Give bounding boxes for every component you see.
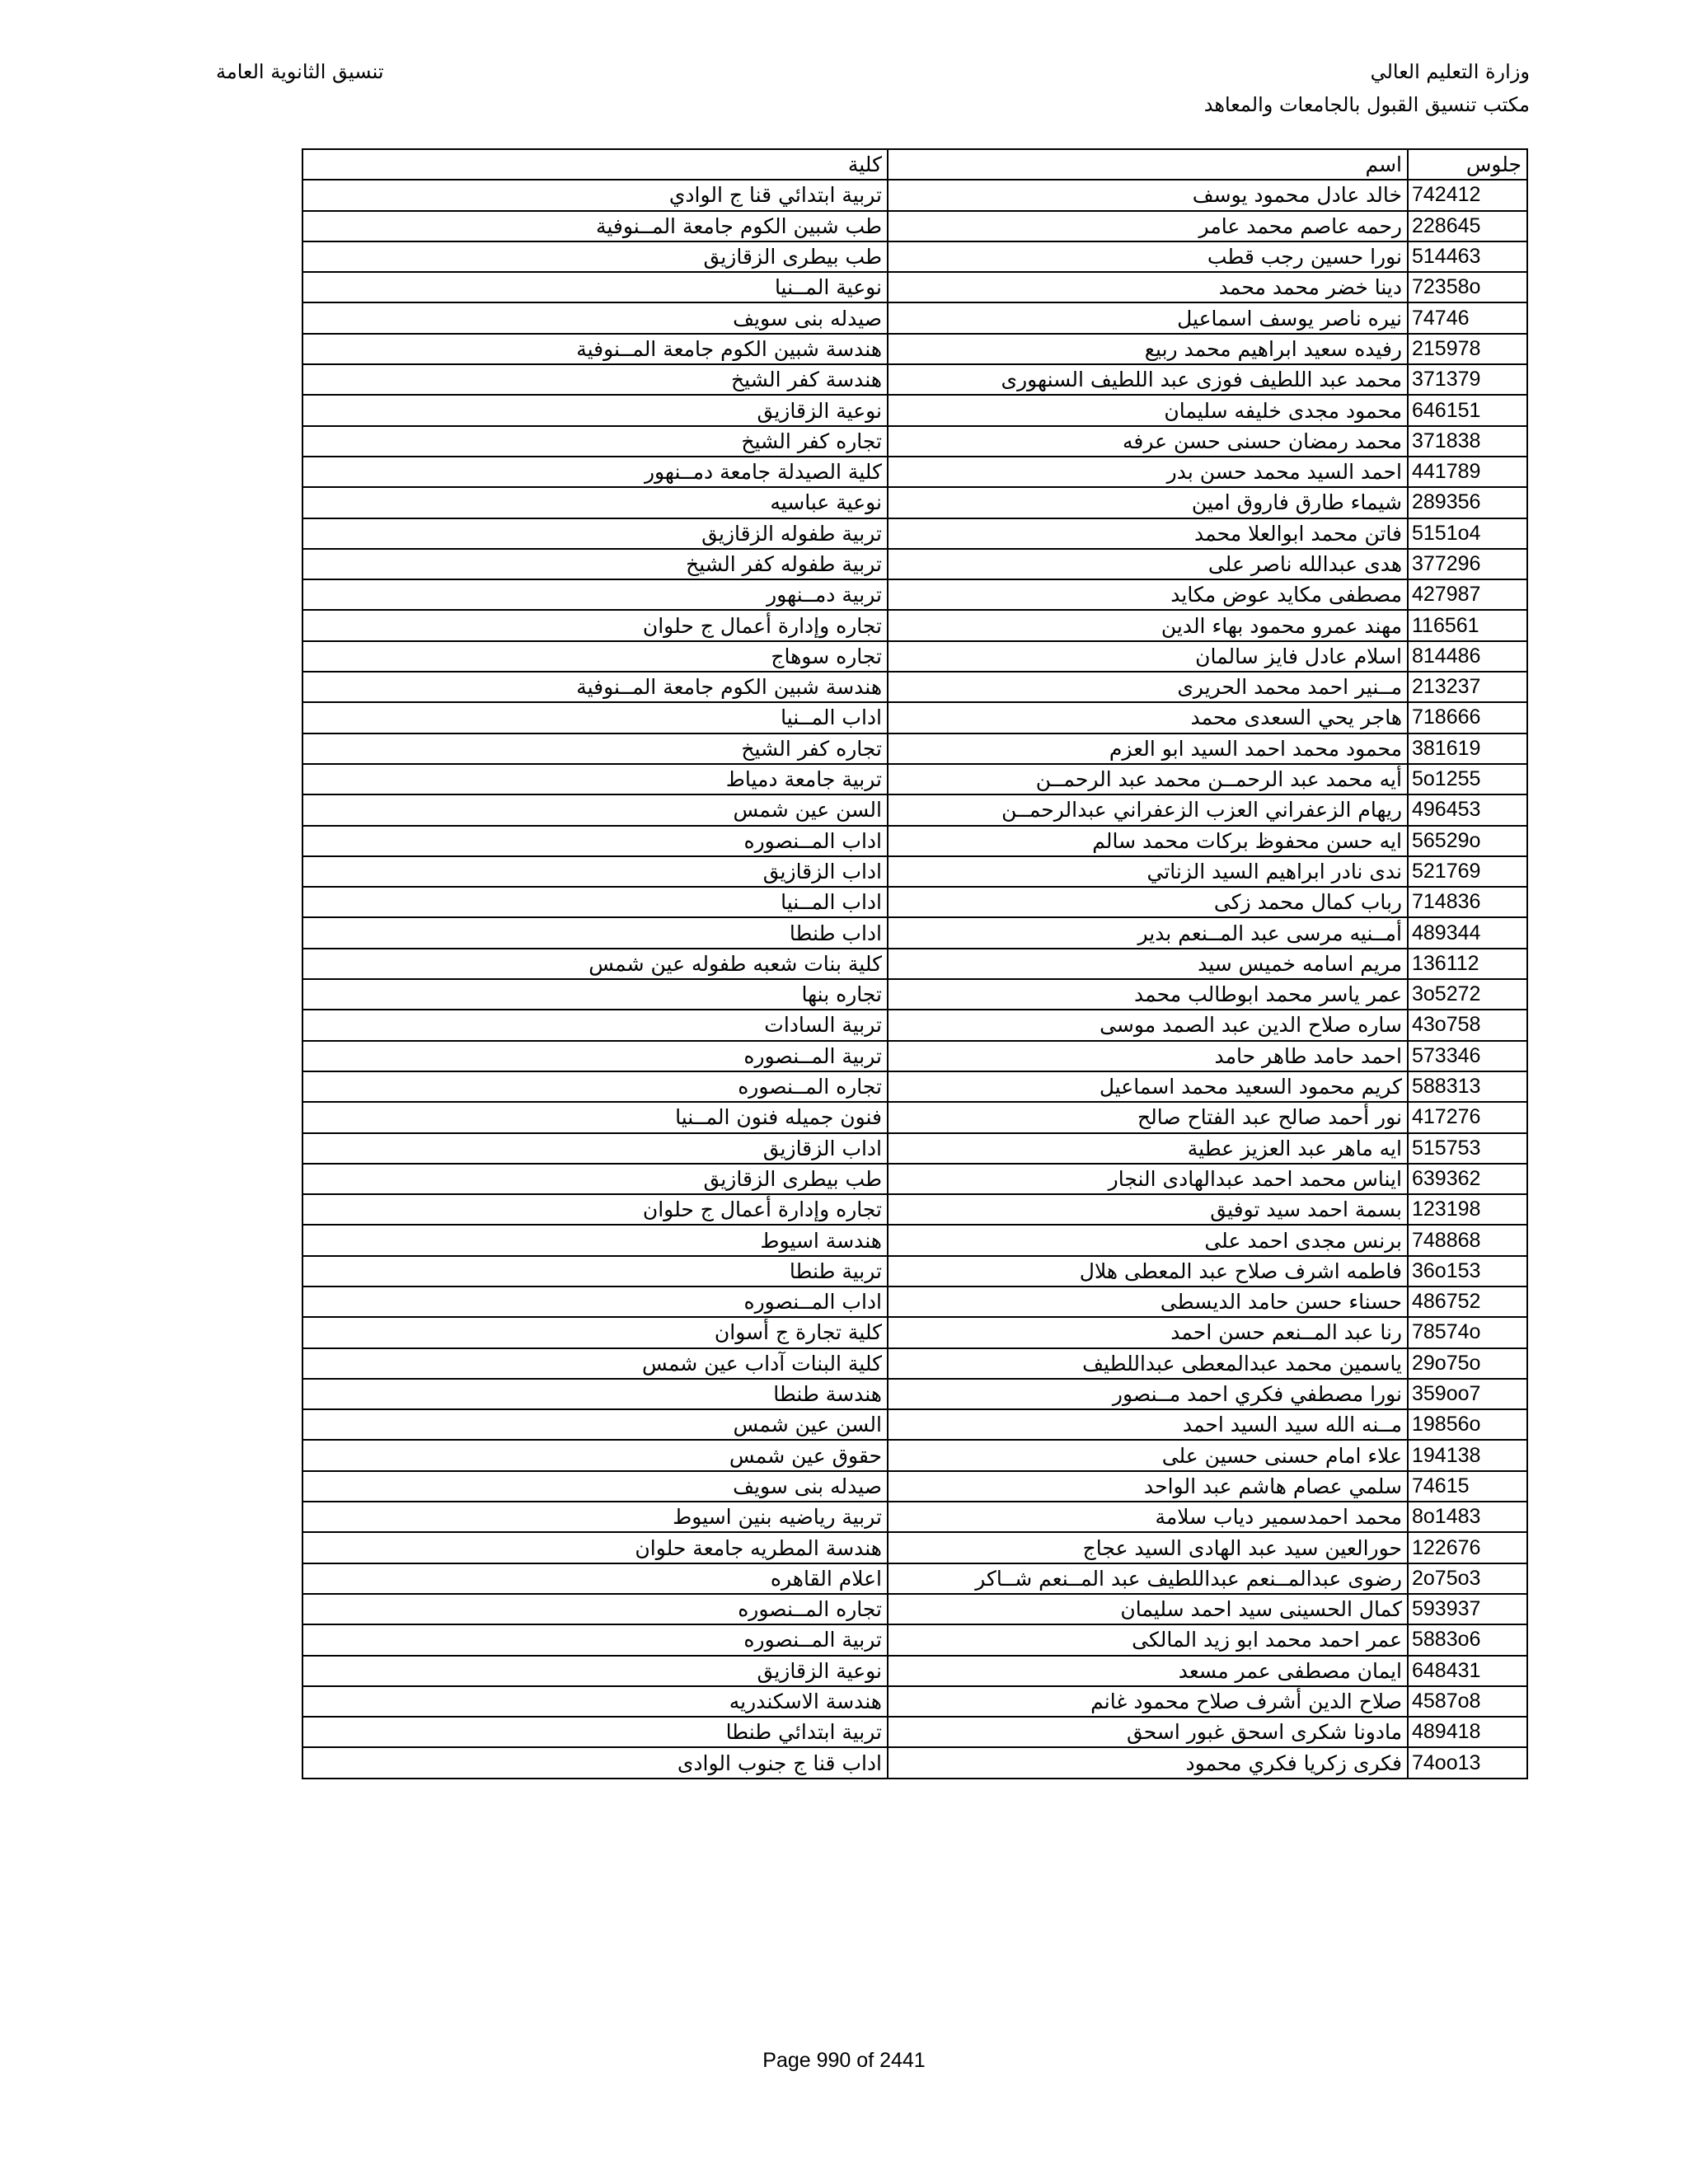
student-name-cell: محمد احمدسمير دياب سلامة	[888, 1502, 1408, 1532]
student-name-cell: خالد عادل محمود يوسف	[888, 180, 1408, 210]
seat-number-cell: 648431	[1408, 1656, 1527, 1686]
table-row	[302, 1010, 1527, 1040]
table-row	[302, 395, 1527, 425]
faculty-cell: اداب الزقازيق	[302, 856, 888, 887]
faculty-cell: صيدله بنى سويف	[302, 1471, 888, 1502]
seat-number-cell: 4587o8	[1408, 1686, 1527, 1717]
faculty-cell: تجاره كفر الشيخ	[302, 733, 888, 764]
student-name-cell: محمد رمضان حسنى حسن عرفه	[888, 426, 1408, 457]
table-row	[302, 887, 1527, 917]
table-row	[302, 1133, 1527, 1164]
student-name-cell: احمد السيد محمد حسن بدر	[888, 457, 1408, 487]
student-name-cell: نورا حسين رجب قطب	[888, 241, 1408, 272]
student-name-cell: ايه حسن محفوظ بركات محمد سالم	[888, 826, 1408, 856]
seat-number-cell: 639362	[1408, 1164, 1527, 1194]
seat-number-cell: 72358o	[1408, 272, 1527, 302]
seat-number-cell: 371379	[1408, 364, 1527, 395]
faculty-cell: تجاره المــنصوره	[302, 1594, 888, 1624]
student-name-cell: رباب كمال محمد زكى	[888, 887, 1408, 917]
seat-number-cell: 489418	[1408, 1717, 1527, 1747]
faculty-cell: هندسة اسيوط	[302, 1225, 888, 1255]
results-table	[302, 148, 1528, 1779]
seat-number-cell: 215978	[1408, 334, 1527, 364]
seat-number-cell: 588313	[1408, 1071, 1527, 1102]
faculty-cell: هندسة شبين الكوم جامعة المــنوفية	[302, 672, 888, 702]
faculty-cell: حقوق عين شمس	[302, 1440, 888, 1470]
student-name-cell: بسمة احمد سيد توفيق	[888, 1194, 1408, 1225]
seat-number-cell: 593937	[1408, 1594, 1527, 1624]
table-row	[302, 211, 1527, 241]
table-row	[302, 641, 1527, 672]
table-row	[302, 1409, 1527, 1440]
table-row	[302, 826, 1527, 856]
faculty-cell: تربية جامعة دمياط	[302, 764, 888, 794]
student-name-cell: محمود محمد احمد السيد ابو العزم	[888, 733, 1408, 764]
seat-number-cell: 123198	[1408, 1194, 1527, 1225]
faculty-cell: تربية السادات	[302, 1010, 888, 1040]
table-row	[302, 672, 1527, 702]
seat-number-cell: 441789	[1408, 457, 1527, 487]
seat-number-cell: 742412	[1408, 180, 1527, 210]
column-header-name: اسم	[888, 149, 1408, 180]
faculty-cell: السن عين شمس	[302, 1409, 888, 1440]
seat-number-cell: 78574o	[1408, 1317, 1527, 1347]
seat-number-cell: 359oo7	[1408, 1379, 1527, 1409]
faculty-cell: كلية البنات آداب عين شمس	[302, 1348, 888, 1379]
table-row	[302, 334, 1527, 364]
faculty-cell: هندسة شبين الكوم جامعة المــنوفية	[302, 334, 888, 364]
seat-number-cell: 573346	[1408, 1041, 1527, 1071]
faculty-cell: تربية دمــنهور	[302, 579, 888, 610]
student-name-cell: عمر ياسر محمد ابوطالب محمد	[888, 979, 1408, 1010]
faculty-cell: نوعية الزقازيق	[302, 1656, 888, 1686]
table-row	[302, 272, 1527, 302]
seat-number-cell: 521769	[1408, 856, 1527, 887]
table-row	[302, 1225, 1527, 1255]
column-header-seat: جلوس	[1408, 149, 1527, 180]
student-name-cell: ايمان مصطفى عمر مسعد	[888, 1656, 1408, 1686]
student-name-cell: حورالعين سيد عبد الهادى السيد عجاج	[888, 1532, 1408, 1563]
student-name-cell: كمال الحسينى سيد احمد سليمان	[888, 1594, 1408, 1624]
seat-number-cell: 427987	[1408, 579, 1527, 610]
table-row	[302, 180, 1527, 210]
ministry-name: وزارة التعليم العالي	[1370, 60, 1530, 83]
faculty-cell: تربية رياضيه بنين اسيوط	[302, 1502, 888, 1532]
faculty-cell: تربية المــنصوره	[302, 1041, 888, 1071]
table-row	[302, 241, 1527, 272]
seat-number-cell: 56529o	[1408, 826, 1527, 856]
table-row	[302, 1502, 1527, 1532]
page-number: Page 990 of 2441	[762, 2049, 926, 2072]
table-row	[302, 1532, 1527, 1563]
seat-number-cell: 5o1255	[1408, 764, 1527, 794]
student-name-cell: ريهام الزعفراني العزب الزعفراني عبدالرحمــن	[888, 794, 1408, 825]
seat-number-cell: 289356	[1408, 487, 1527, 518]
seat-number-cell: 5883o6	[1408, 1624, 1527, 1655]
table-row	[302, 1102, 1527, 1132]
faculty-cell: اعلام القاهره	[302, 1563, 888, 1594]
seat-number-cell: 646151	[1408, 395, 1527, 425]
student-name-cell: مريم اسامه خميس سيد	[888, 949, 1408, 979]
student-name-cell: كريم محمود السعيد محمد اسماعيل	[888, 1071, 1408, 1102]
table-row	[302, 856, 1527, 887]
table-row	[302, 1041, 1527, 1071]
student-name-cell: فاتن محمد ابوالعلا محمد	[888, 518, 1408, 549]
faculty-cell: كلية تجارة ج أسوان	[302, 1317, 888, 1347]
table-row	[302, 794, 1527, 825]
office-name: مكتب تنسيق القبول بالجامعات والمعاهد	[1203, 93, 1530, 116]
table-row	[302, 1164, 1527, 1194]
table-row	[302, 1471, 1527, 1502]
seat-number-cell: 136112	[1408, 949, 1527, 979]
student-name-cell: احمد حامد طاهر حامد	[888, 1041, 1408, 1071]
seat-number-cell: 377296	[1408, 549, 1527, 579]
table-row	[302, 949, 1527, 979]
table-row	[302, 1747, 1527, 1778]
seat-number-cell: 496453	[1408, 794, 1527, 825]
table-row	[302, 1717, 1527, 1747]
table-row	[302, 1563, 1527, 1594]
student-name-cell: صلاح الدين أشرف صلاح محمود غانم	[888, 1686, 1408, 1717]
faculty-cell: نوعية الزقازيق	[302, 395, 888, 425]
seat-number-cell: 29o75o	[1408, 1348, 1527, 1379]
student-name-cell: رضوى عبدالمــنعم عبداللطيف عبد المــنعم شــاكر	[888, 1563, 1408, 1594]
table-row	[302, 1594, 1527, 1624]
seat-number-cell: 486752	[1408, 1286, 1527, 1317]
student-name-cell: أيه محمد عبد الرحمــن محمد عبد الرحمــن	[888, 764, 1408, 794]
seat-number-cell: 74oo13	[1408, 1747, 1527, 1778]
seat-number-cell: 122676	[1408, 1532, 1527, 1563]
table-row	[302, 1071, 1527, 1102]
table-row	[302, 457, 1527, 487]
faculty-cell: نوعية المــنيا	[302, 272, 888, 302]
seat-number-cell: 515753	[1408, 1133, 1527, 1164]
seat-number-cell: 74615	[1408, 1471, 1527, 1502]
seat-number-cell: 489344	[1408, 917, 1527, 948]
faculty-cell: كلية الصيدلة جامعة دمــنهور	[302, 457, 888, 487]
student-name-cell: ايه ماهر عبد العزيز عطية	[888, 1133, 1408, 1164]
table-row	[302, 917, 1527, 948]
table-row	[302, 487, 1527, 518]
student-name-cell: حسناء حسن حامد الديسطى	[888, 1286, 1408, 1317]
student-name-cell: فاطمه اشرف صلاح عبد المعطى هلال	[888, 1256, 1408, 1286]
faculty-cell: طب بيطرى الزقازيق	[302, 241, 888, 272]
student-name-cell: فكرى زكريا فكري محمود	[888, 1747, 1408, 1778]
seat-number-cell: 19856o	[1408, 1409, 1527, 1440]
student-name-cell: برنس مجدى احمد على	[888, 1225, 1408, 1255]
seat-number-cell: 5151o4	[1408, 518, 1527, 549]
seat-number-cell: 718666	[1408, 702, 1527, 733]
student-name-cell: دينا خضر محمد محمد	[888, 272, 1408, 302]
faculty-cell: هندسة الاسكندريه	[302, 1686, 888, 1717]
faculty-cell: تجاره وإدارة أعمال ج حلوان	[302, 610, 888, 640]
faculty-cell: تربية طنطا	[302, 1256, 888, 1286]
table-row	[302, 364, 1527, 395]
table-row	[302, 1286, 1527, 1317]
seat-number-cell: 8o1483	[1408, 1502, 1527, 1532]
student-name-cell: نيره ناصر يوسف اسماعيل	[888, 302, 1408, 333]
seat-number-cell: 74746	[1408, 302, 1527, 333]
faculty-cell: اداب قنا ج جنوب الوادى	[302, 1747, 888, 1778]
document-title: تنسيق الثانوية العامة	[216, 60, 384, 83]
student-name-cell: سلمي عصام هاشم عبد الواحد	[888, 1471, 1408, 1502]
student-name-cell: نورا مصطفي فكري احمد مــنصور	[888, 1379, 1408, 1409]
table-row	[302, 518, 1527, 549]
table-row	[302, 610, 1527, 640]
seat-number-cell: 748868	[1408, 1225, 1527, 1255]
faculty-cell: فنون جميله فنون المــنيا	[302, 1102, 888, 1132]
student-name-cell: هاجر يحي السعدى محمد	[888, 702, 1408, 733]
student-name-cell: عمر احمد محمد ابو زيد المالكى	[888, 1624, 1408, 1655]
student-name-cell: ندى نادر ابراهيم السيد الزناتي	[888, 856, 1408, 887]
student-name-cell: ايناس محمد احمد عبدالهادى النجار	[888, 1164, 1408, 1194]
faculty-cell: تجاره سوهاج	[302, 641, 888, 672]
table-row	[302, 1256, 1527, 1286]
student-name-cell: مــنير احمد محمد الحريرى	[888, 672, 1408, 702]
seat-number-cell: 2o75o3	[1408, 1563, 1527, 1594]
table-row	[302, 549, 1527, 579]
student-name-cell: هدى عبدالله ناصر على	[888, 549, 1408, 579]
faculty-cell: اداب طنطا	[302, 917, 888, 948]
table-row	[302, 1440, 1527, 1470]
student-name-cell: محمد عبد اللطيف فوزى عبد اللطيف السنهورى	[888, 364, 1408, 395]
seat-number-cell: 514463	[1408, 241, 1527, 272]
seat-number-cell: 3o5272	[1408, 979, 1527, 1010]
seat-number-cell: 194138	[1408, 1440, 1527, 1470]
faculty-cell: كلية بنات شعبه طفوله عين شمس	[302, 949, 888, 979]
table-row	[302, 1194, 1527, 1225]
faculty-cell: تجاره المــنصوره	[302, 1071, 888, 1102]
table-row	[302, 1348, 1527, 1379]
table-row	[302, 764, 1527, 794]
student-name-cell: ياسمين محمد عبدالمعطى عبداللطيف	[888, 1348, 1408, 1379]
seat-number-cell: 36o153	[1408, 1256, 1527, 1286]
seat-number-cell: 371838	[1408, 426, 1527, 457]
student-name-cell: مــنه الله سيد السيد احمد	[888, 1409, 1408, 1440]
faculty-cell: هندسة كفر الشيخ	[302, 364, 888, 395]
faculty-cell: اداب المــنصوره	[302, 1286, 888, 1317]
faculty-cell: صيدله بنى سويف	[302, 302, 888, 333]
faculty-cell: طب شبين الكوم جامعة المــنوفية	[302, 211, 888, 241]
seat-number-cell: 213237	[1408, 672, 1527, 702]
student-name-cell: مهند عمرو محمود بهاء الدين	[888, 610, 1408, 640]
student-name-cell: رحمه عاصم محمد عامر	[888, 211, 1408, 241]
table-header-row	[302, 149, 1527, 180]
seat-number-cell: 228645	[1408, 211, 1527, 241]
faculty-cell: اداب الزقازيق	[302, 1133, 888, 1164]
table-row	[302, 1686, 1527, 1717]
faculty-cell: تربية ابتدائي طنطا	[302, 1717, 888, 1747]
student-name-cell: رنا عبد المــنعم حسن احمد	[888, 1317, 1408, 1347]
seat-number-cell: 417276	[1408, 1102, 1527, 1132]
table-row	[302, 1317, 1527, 1347]
faculty-cell: تجاره كفر الشيخ	[302, 426, 888, 457]
faculty-cell: تجاره بنها	[302, 979, 888, 1010]
faculty-cell: نوعية عباسيه	[302, 487, 888, 518]
seat-number-cell: 714836	[1408, 887, 1527, 917]
faculty-cell: هندسة طنطا	[302, 1379, 888, 1409]
faculty-cell: تربية طفوله كفر الشيخ	[302, 549, 888, 579]
student-name-cell: مادونا شكرى اسحق غبور اسحق	[888, 1717, 1408, 1747]
student-name-cell: اسلام عادل فايز سالمان	[888, 641, 1408, 672]
faculty-cell: تربية ابتدائي قنا ج الوادي	[302, 180, 888, 210]
table-row	[302, 426, 1527, 457]
table-row	[302, 579, 1527, 610]
faculty-cell: هندسة المطريه جامعة حلوان	[302, 1532, 888, 1563]
faculty-cell: اداب المــنيا	[302, 702, 888, 733]
student-name-cell: ساره صلاح الدين عبد الصمد موسى	[888, 1010, 1408, 1040]
table-row	[302, 733, 1527, 764]
faculty-cell: تربية المــنصوره	[302, 1624, 888, 1655]
table-row	[302, 979, 1527, 1010]
student-name-cell: نور أحمد صالح عبد الفتاح صالح	[888, 1102, 1408, 1132]
student-name-cell: شيماء طارق فاروق امين	[888, 487, 1408, 518]
student-name-cell: رفيده سعيد ابراهيم محمد ربيع	[888, 334, 1408, 364]
table-row	[302, 702, 1527, 733]
faculty-cell: تربية طفوله الزقازيق	[302, 518, 888, 549]
table-row	[302, 1656, 1527, 1686]
seat-number-cell: 381619	[1408, 733, 1527, 764]
seat-number-cell: 814486	[1408, 641, 1527, 672]
faculty-cell: تجاره وإدارة أعمال ج حلوان	[302, 1194, 888, 1225]
table-row	[302, 1624, 1527, 1655]
faculty-cell: اداب المــنصوره	[302, 826, 888, 856]
faculty-cell: طب بيطرى الزقازيق	[302, 1164, 888, 1194]
table-row	[302, 1379, 1527, 1409]
seat-number-cell: 116561	[1408, 610, 1527, 640]
column-header-faculty: كلية	[302, 149, 888, 180]
student-name-cell: علاء امام حسنى حسين على	[888, 1440, 1408, 1470]
table-row	[302, 302, 1527, 333]
student-name-cell: محمود مجدى خليفه سليمان	[888, 395, 1408, 425]
student-name-cell: مصطفى مكايد عوض مكايد	[888, 579, 1408, 610]
faculty-cell: اداب المــنيا	[302, 887, 888, 917]
student-name-cell: أمــنيه مرسى عبد المــنعم بدير	[888, 917, 1408, 948]
seat-number-cell: 43o758	[1408, 1010, 1527, 1040]
faculty-cell: السن عين شمس	[302, 794, 888, 825]
